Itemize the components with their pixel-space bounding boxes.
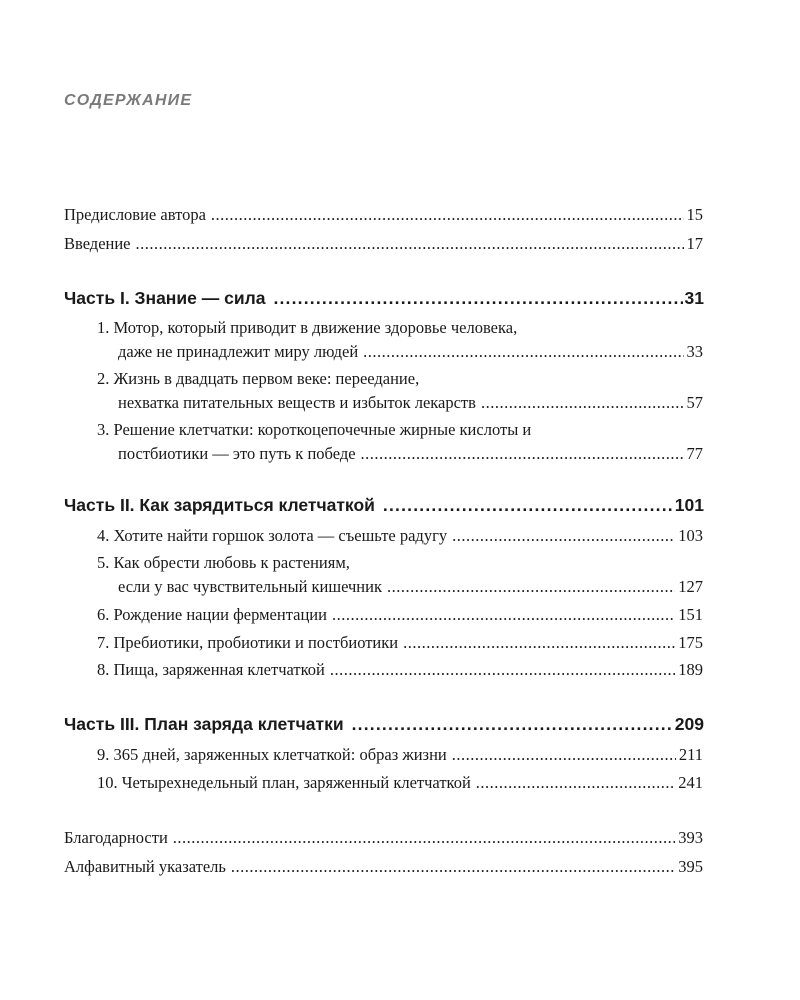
entry-page: 395 <box>678 857 703 876</box>
part-title: Часть III. План заряда клетчатки <box>64 714 344 734</box>
part-title: Часть II. Как зарядиться клетчаткой <box>64 495 375 515</box>
chapter-title: 6. Рождение нации ферментации <box>97 605 327 624</box>
chapter-page: 189 <box>678 660 703 679</box>
chapter-page: 77 <box>686 444 703 463</box>
dot-leader <box>383 495 673 516</box>
toc-chapter-3[interactable] <box>118 444 703 464</box>
chapter-page: 175 <box>678 633 703 652</box>
entry-page: 17 <box>686 234 703 253</box>
toc-part-3[interactable] <box>64 714 704 735</box>
dot-leader <box>403 633 675 653</box>
dot-leader <box>173 828 675 848</box>
dot-leader <box>211 205 684 225</box>
chapter-title: 7. Пребиотики, пробиотики и постбиотики <box>97 633 399 652</box>
toc-chapter-3-line1[interactable] <box>97 420 703 440</box>
dot-leader <box>332 605 675 625</box>
part-page: 31 <box>684 288 704 308</box>
dot-leader <box>136 234 684 254</box>
part-page: 101 <box>674 495 704 515</box>
toc-part-2[interactable] <box>64 495 704 516</box>
entry-title: Предисловие автора <box>64 205 206 224</box>
entry-title: Благодарности <box>64 828 168 847</box>
chapter-title: 5. Как обрести любовь к растениям, <box>97 553 350 572</box>
chapter-page: 211 <box>678 745 703 764</box>
chapter-title-cont: постбиотики — это путь к победе <box>118 444 356 463</box>
part-page: 209 <box>674 714 704 734</box>
chapter-title: 1. Мотор, который приводит в движение здоровье человека, <box>97 318 518 337</box>
chapter-title-cont: даже не принадлежит миру людей <box>118 342 359 361</box>
dot-leader <box>330 660 675 680</box>
dot-leader <box>231 857 675 877</box>
toc-chapter-1-line1[interactable] <box>97 318 703 338</box>
dot-leader <box>452 745 676 765</box>
entry-page: 393 <box>678 828 703 847</box>
part-title: Часть I. Знание — сила <box>64 288 266 308</box>
chapter-page: 151 <box>678 605 703 624</box>
chapter-page: 33 <box>686 342 703 361</box>
chapter-title-cont: нехватка питательных веществ и избыток лекарств <box>118 393 476 412</box>
entry-page: 15 <box>686 205 703 224</box>
toc-part-1[interactable] <box>64 288 704 309</box>
toc-chapter-2-line1[interactable] <box>97 369 703 389</box>
toc-chapter-8[interactable] <box>97 660 703 680</box>
chapter-title: 8. Пища, заряженная клетчаткой <box>97 660 325 679</box>
toc-entry-acknowledgements[interactable] <box>64 828 703 848</box>
dot-leader <box>387 577 675 597</box>
dot-leader <box>361 444 684 464</box>
toc-chapter-5-line1[interactable] <box>97 553 703 573</box>
chapter-title: 4. Хотите найти горшок золота — съешьте радугу <box>97 526 448 545</box>
toc-chapter-4[interactable] <box>97 526 703 546</box>
dot-leader <box>352 714 673 735</box>
toc-chapter-5[interactable] <box>118 577 703 597</box>
chapter-page: 241 <box>678 773 703 792</box>
toc-chapter-7[interactable] <box>97 633 703 653</box>
entry-title: Алфавитный указатель <box>64 857 226 876</box>
chapter-title: 2. Жизнь в двадцать первом веке: переедание, <box>97 369 420 388</box>
chapter-page: 57 <box>686 393 703 412</box>
chapter-page: 127 <box>678 577 703 596</box>
chapter-title: 10. Четырехнедельный план, заряженный клетчаткой <box>97 773 471 792</box>
toc-chapter-2[interactable] <box>118 393 703 413</box>
dot-leader <box>273 288 682 309</box>
toc-entry-index[interactable] <box>64 857 703 877</box>
dot-leader <box>476 773 675 793</box>
dot-leader <box>363 342 683 362</box>
toc-heading: СОДЕРЖАНИЕ <box>64 92 193 109</box>
toc-chapter-10[interactable] <box>97 773 703 793</box>
dot-leader <box>452 526 675 546</box>
dot-leader <box>481 393 684 413</box>
chapter-title: 3. Решение клетчатки: короткоцепочечные жирные кислоты и <box>97 420 532 439</box>
toc-entry-preface[interactable] <box>64 205 703 225</box>
toc-chapter-6[interactable] <box>97 605 703 625</box>
chapter-title-cont: если у вас чувствительный кишечник <box>118 577 382 596</box>
toc-chapter-1[interactable] <box>118 342 703 362</box>
chapter-title: 9. 365 дней, заряженных клетчаткой: образ жизни <box>97 745 447 764</box>
chapter-page: 103 <box>678 526 703 545</box>
toc-entry-introduction[interactable] <box>64 234 703 254</box>
entry-title: Введение <box>64 234 131 253</box>
toc-chapter-9[interactable] <box>97 745 703 765</box>
